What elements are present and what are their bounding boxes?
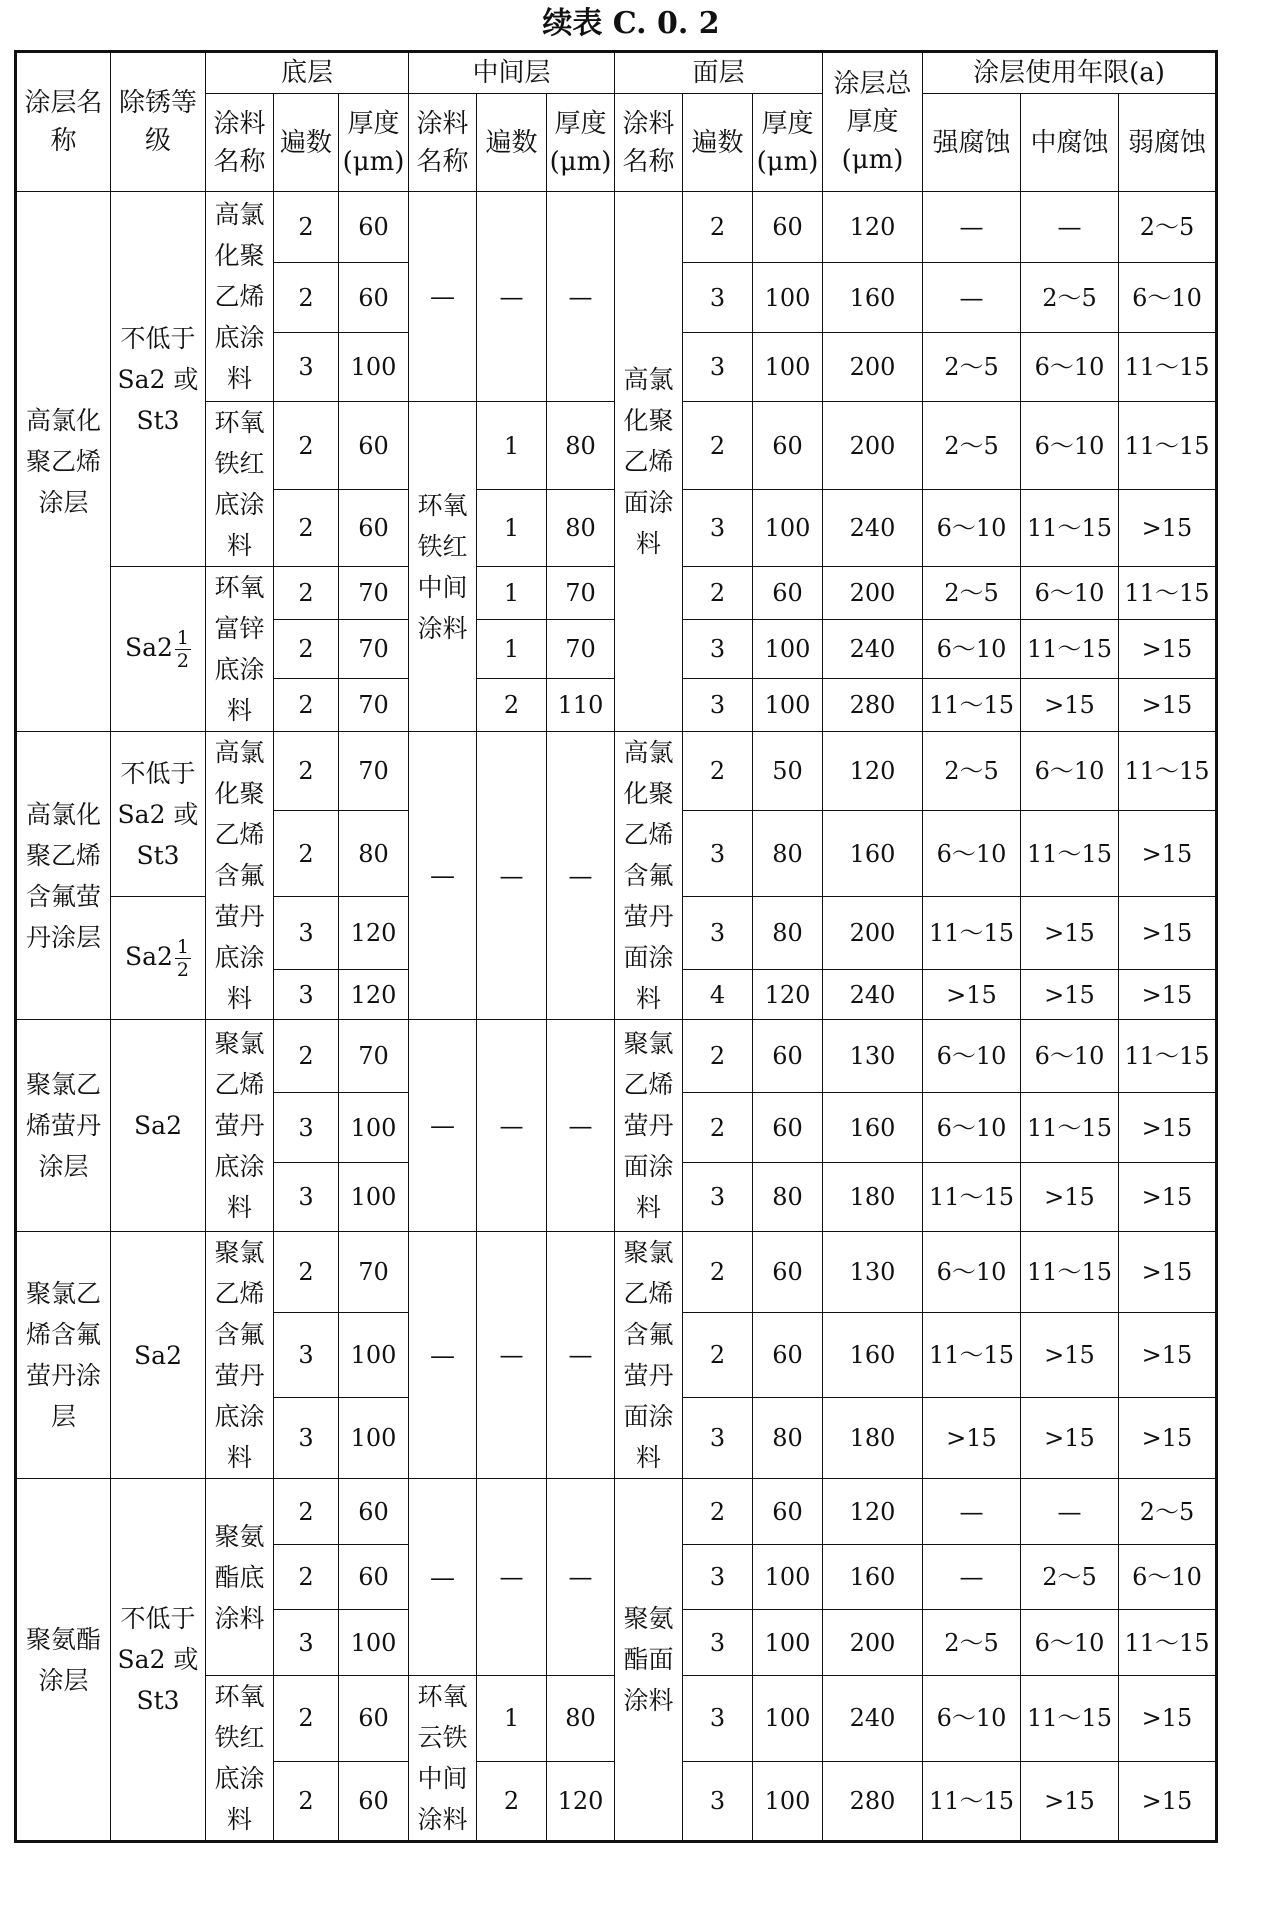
base-paint-name-cell: 聚氨酯底涂料 xyxy=(206,1479,274,1676)
top-coats-cell: 3 xyxy=(683,811,753,897)
weak-corrosion-life-cell: 2～5 xyxy=(1119,1479,1217,1545)
weak-corrosion-life-cell: 11～15 xyxy=(1119,1020,1217,1093)
weak-corrosion-life-cell: 11～15 xyxy=(1119,333,1217,402)
medium-corrosion-life-cell: 6～10 xyxy=(1021,333,1119,402)
top-paint-name-cell: 聚氯乙烯萤丹面涂料 xyxy=(615,1020,683,1232)
total-thickness-cell: 120 xyxy=(823,1479,923,1545)
top-paint-name-cell: 高氯化聚乙烯面涂料 xyxy=(615,192,683,732)
middle-thickness-cell: — xyxy=(547,1232,615,1479)
medium-corrosion-life-cell: >15 xyxy=(1021,970,1119,1020)
top-thickness-cell: 80 xyxy=(753,897,823,970)
middle-thickness-cell: — xyxy=(547,192,615,402)
weak-corrosion-life-cell: >15 xyxy=(1119,970,1217,1020)
base-paint-name-cell: 环氧铁红底涂料 xyxy=(206,402,274,567)
total-thickness-cell: 120 xyxy=(823,192,923,263)
top-coats-cell: 3 xyxy=(683,490,753,567)
medium-corrosion-life-cell: >15 xyxy=(1021,1163,1119,1232)
medium-corrosion-life-cell: 6～10 xyxy=(1021,1610,1119,1676)
top-thickness-cell: 80 xyxy=(753,1163,823,1232)
top-coats-cell: 2 xyxy=(683,1093,753,1163)
medium-corrosion-life-cell: 11～15 xyxy=(1021,811,1119,897)
strong-corrosion-life-cell: 6～10 xyxy=(923,490,1021,567)
weak-corrosion-life-cell: >15 xyxy=(1119,1093,1217,1163)
middle-coats-cell: 1 xyxy=(477,490,547,567)
top-thickness-cell: 100 xyxy=(753,1761,823,1841)
header-base-paint-name: 涂料名称 xyxy=(206,94,274,192)
medium-corrosion-life-cell: >15 xyxy=(1021,897,1119,970)
middle-paint-name-cell: — xyxy=(409,1232,477,1479)
base-paint-name-cell: 高氯化聚乙烯含氟萤丹底涂料 xyxy=(206,732,274,1020)
strong-corrosion-life-cell: — xyxy=(923,1479,1021,1545)
total-thickness-cell: 200 xyxy=(823,1610,923,1676)
header-coating-name: 涂层名称 xyxy=(16,52,111,192)
middle-coats-cell: 2 xyxy=(477,1761,547,1841)
top-thickness-cell: 60 xyxy=(753,192,823,263)
strong-corrosion-life-cell: — xyxy=(923,263,1021,333)
total-thickness-cell: 240 xyxy=(823,1676,923,1762)
middle-coats-cell: — xyxy=(477,1232,547,1479)
base-coats-cell: 3 xyxy=(274,333,339,402)
header-top-coats: 遍数 xyxy=(683,94,753,192)
middle-paint-name-cell: — xyxy=(409,1479,477,1676)
weak-corrosion-life-cell: 11～15 xyxy=(1119,402,1217,490)
top-thickness-cell: 80 xyxy=(753,1398,823,1479)
header-top-thickness: 厚度(μm) xyxy=(753,94,823,192)
top-coats-cell: 2 xyxy=(683,1313,753,1398)
base-coats-cell: 2 xyxy=(274,732,339,811)
total-thickness-cell: 280 xyxy=(823,678,923,732)
middle-coats-cell: 1 xyxy=(477,620,547,678)
fraction-numerator: 1 xyxy=(176,626,190,649)
base-thickness-cell: 60 xyxy=(339,490,409,567)
top-coats-cell: 3 xyxy=(683,1163,753,1232)
weak-corrosion-life-cell: 11～15 xyxy=(1119,567,1217,620)
middle-thickness-cell: — xyxy=(547,1479,615,1676)
strong-corrosion-life-cell: — xyxy=(923,192,1021,263)
middle-coats-cell: — xyxy=(477,1479,547,1676)
base-coats-cell: 3 xyxy=(274,1163,339,1232)
rust-grade-cell xyxy=(111,897,206,1020)
header-weak-corrosion: 弱腐蚀 xyxy=(1119,94,1217,192)
total-thickness-cell: 180 xyxy=(823,1163,923,1232)
base-coats-cell: 2 xyxy=(274,1479,339,1545)
base-coats-cell: 3 xyxy=(274,1093,339,1163)
base-thickness-cell: 70 xyxy=(339,620,409,678)
base-coats-cell: 3 xyxy=(274,897,339,970)
table-row xyxy=(16,1020,1217,1093)
weak-corrosion-life-cell: >15 xyxy=(1119,1163,1217,1232)
weak-corrosion-life-cell: >15 xyxy=(1119,678,1217,732)
rust-grade-base: Sa2 xyxy=(124,632,173,662)
weak-corrosion-life-cell: 11～15 xyxy=(1119,1610,1217,1676)
weak-corrosion-life-cell: 2～5 xyxy=(1119,192,1217,263)
strong-corrosion-life-cell: 6～10 xyxy=(923,1232,1021,1313)
base-coats-cell: 2 xyxy=(274,402,339,490)
medium-corrosion-life-cell: >15 xyxy=(1021,1313,1119,1398)
top-coats-cell: 3 xyxy=(683,1761,753,1841)
middle-paint-name-cell: — xyxy=(409,732,477,1020)
top-thickness-cell: 50 xyxy=(753,732,823,811)
top-thickness-cell: 100 xyxy=(753,620,823,678)
base-coats-cell: 2 xyxy=(274,192,339,263)
coating-table-container xyxy=(14,50,1218,1843)
base-coats-cell: 2 xyxy=(274,1545,339,1610)
rust-grade-cell: Sa2 xyxy=(111,1232,206,1479)
top-paint-name-cell: 聚氨酯面涂料 xyxy=(615,1479,683,1842)
strong-corrosion-life-cell: 2～5 xyxy=(923,567,1021,620)
strong-corrosion-life-cell: 2～5 xyxy=(923,333,1021,402)
strong-corrosion-life-cell: 2～5 xyxy=(923,1610,1021,1676)
top-thickness-cell: 60 xyxy=(753,1020,823,1093)
base-thickness-cell: 60 xyxy=(339,1761,409,1841)
weak-corrosion-life-cell: >15 xyxy=(1119,811,1217,897)
medium-corrosion-life-cell: 11～15 xyxy=(1021,1093,1119,1163)
middle-paint-name-cell: — xyxy=(409,1020,477,1232)
header-mid-coats: 遍数 xyxy=(477,94,547,192)
header-base-coats: 遍数 xyxy=(274,94,339,192)
header-top-layer: 面层 xyxy=(615,52,823,94)
total-thickness-cell: 160 xyxy=(823,1313,923,1398)
strong-corrosion-life-cell: 11～15 xyxy=(923,1163,1021,1232)
strong-corrosion-life-cell: 6～10 xyxy=(923,811,1021,897)
top-coats-cell: 3 xyxy=(683,678,753,732)
strong-corrosion-life-cell: 2～5 xyxy=(923,732,1021,811)
medium-corrosion-life-cell: 11～15 xyxy=(1021,1232,1119,1313)
weak-corrosion-life-cell: >15 xyxy=(1119,490,1217,567)
middle-thickness-cell: — xyxy=(547,1020,615,1232)
top-coats-cell: 2 xyxy=(683,192,753,263)
middle-thickness-cell: 80 xyxy=(547,490,615,567)
base-thickness-cell: 70 xyxy=(339,1232,409,1313)
base-paint-name-cell: 环氧铁红底涂料 xyxy=(206,1676,274,1842)
medium-corrosion-life-cell: 6～10 xyxy=(1021,402,1119,490)
strong-corrosion-life-cell: 11～15 xyxy=(923,1761,1021,1841)
top-thickness-cell: 120 xyxy=(753,970,823,1020)
table-row xyxy=(16,1232,1217,1313)
rust-grade-cell: 不低于Sa2 或St3 xyxy=(111,732,206,897)
top-thickness-cell: 100 xyxy=(753,678,823,732)
base-thickness-cell: 100 xyxy=(339,1398,409,1479)
table-row xyxy=(16,1479,1217,1545)
coating-name-cell: 聚氨酯涂层 xyxy=(16,1479,111,1842)
coating-name-cell: 聚氯乙烯萤丹涂层 xyxy=(16,1020,111,1232)
weak-corrosion-life-cell: >15 xyxy=(1119,897,1217,970)
top-thickness-cell: 60 xyxy=(753,402,823,490)
fraction-numerator: 1 xyxy=(176,935,190,958)
top-thickness-cell: 100 xyxy=(753,490,823,567)
medium-corrosion-life-cell: 6～10 xyxy=(1021,1020,1119,1093)
base-thickness-cell: 70 xyxy=(339,732,409,811)
base-coats-cell: 2 xyxy=(274,811,339,897)
middle-coats-cell: — xyxy=(477,732,547,1020)
strong-corrosion-life-cell: 6～10 xyxy=(923,620,1021,678)
base-thickness-cell: 60 xyxy=(339,192,409,263)
middle-coats-cell: 1 xyxy=(477,1676,547,1762)
total-thickness-cell: 200 xyxy=(823,567,923,620)
table-title: 续表 C. 0. 2 xyxy=(542,6,720,41)
total-thickness-cell: 120 xyxy=(823,732,923,811)
total-thickness-cell: 200 xyxy=(823,897,923,970)
weak-corrosion-life-cell: 6～10 xyxy=(1119,263,1217,333)
top-coats-cell: 3 xyxy=(683,1676,753,1762)
top-coats-cell: 4 xyxy=(683,970,753,1020)
top-coats-cell: 2 xyxy=(683,1020,753,1093)
weak-corrosion-life-cell: >15 xyxy=(1119,1761,1217,1841)
strong-corrosion-life-cell: 11～15 xyxy=(923,1313,1021,1398)
top-thickness-cell: 100 xyxy=(753,1610,823,1676)
weak-corrosion-life-cell: >15 xyxy=(1119,1398,1217,1479)
header-top-paint-name: 涂料名称 xyxy=(615,94,683,192)
base-paint-name-cell: 聚氯乙烯萤丹底涂料 xyxy=(206,1020,274,1232)
one-half-fraction xyxy=(175,627,191,672)
base-thickness-cell: 100 xyxy=(339,1610,409,1676)
fraction-denominator: 2 xyxy=(176,958,190,981)
total-thickness-cell: 160 xyxy=(823,1093,923,1163)
medium-corrosion-life-cell: 11～15 xyxy=(1021,620,1119,678)
weak-corrosion-life-cell: >15 xyxy=(1119,620,1217,678)
header-total-thickness: 涂层总厚度(μm) xyxy=(823,52,923,192)
header-base-layer: 底层 xyxy=(206,52,409,94)
weak-corrosion-life-cell: >15 xyxy=(1119,1676,1217,1762)
base-thickness-cell: 100 xyxy=(339,1163,409,1232)
base-thickness-cell: 70 xyxy=(339,678,409,732)
top-thickness-cell: 60 xyxy=(753,1093,823,1163)
top-thickness-cell: 100 xyxy=(753,1676,823,1762)
base-thickness-cell: 100 xyxy=(339,1093,409,1163)
total-thickness-cell: 160 xyxy=(823,263,923,333)
header-medium-corrosion: 中腐蚀 xyxy=(1021,94,1119,192)
medium-corrosion-life-cell: 2～5 xyxy=(1021,1545,1119,1610)
total-thickness-cell: 240 xyxy=(823,490,923,567)
base-coats-cell: 2 xyxy=(274,620,339,678)
base-thickness-cell: 120 xyxy=(339,897,409,970)
middle-thickness-cell: 110 xyxy=(547,678,615,732)
medium-corrosion-life-cell: 2～5 xyxy=(1021,263,1119,333)
middle-thickness-cell: 70 xyxy=(547,567,615,620)
medium-corrosion-life-cell: 11～15 xyxy=(1021,490,1119,567)
base-thickness-cell: 70 xyxy=(339,1020,409,1093)
medium-corrosion-life-cell: 6～10 xyxy=(1021,732,1119,811)
strong-corrosion-life-cell: 6～10 xyxy=(923,1093,1021,1163)
medium-corrosion-life-cell: >15 xyxy=(1021,1398,1119,1479)
rust-grade-cell: 不低于Sa2 或St3 xyxy=(111,1479,206,1842)
top-coats-cell: 2 xyxy=(683,732,753,811)
base-coats-cell: 2 xyxy=(274,1232,339,1313)
table-row xyxy=(16,192,1217,263)
base-thickness-cell: 80 xyxy=(339,811,409,897)
medium-corrosion-life-cell: 6～10 xyxy=(1021,567,1119,620)
base-coats-cell: 2 xyxy=(274,1676,339,1762)
base-paint-name-cell: 高氯化聚乙烯底涂料 xyxy=(206,192,274,402)
middle-paint-name-cell: 环氧铁红中间涂料 xyxy=(409,402,477,732)
table-body xyxy=(16,192,1217,1842)
medium-corrosion-life-cell: 11～15 xyxy=(1021,1676,1119,1762)
one-half-fraction xyxy=(175,936,191,981)
medium-corrosion-life-cell: >15 xyxy=(1021,1761,1119,1841)
strong-corrosion-life-cell: >15 xyxy=(923,1398,1021,1479)
coating-name-cell: 高氯化聚乙烯涂层 xyxy=(16,192,111,732)
top-thickness-cell: 100 xyxy=(753,1545,823,1610)
total-thickness-cell: 200 xyxy=(823,402,923,490)
top-thickness-cell: 100 xyxy=(753,333,823,402)
rust-grade-cell: 不低于Sa2 或St3 xyxy=(111,192,206,567)
strong-corrosion-life-cell: 6～10 xyxy=(923,1676,1021,1762)
weak-corrosion-life-cell: 6～10 xyxy=(1119,1545,1217,1610)
top-thickness-cell: 100 xyxy=(753,263,823,333)
base-thickness-cell: 60 xyxy=(339,1545,409,1610)
top-coats-cell: 3 xyxy=(683,263,753,333)
base-paint-name-cell: 环氧富锌底涂料 xyxy=(206,567,274,732)
middle-coats-cell: 1 xyxy=(477,402,547,490)
strong-corrosion-life-cell: 6～10 xyxy=(923,1020,1021,1093)
base-thickness-cell: 100 xyxy=(339,1313,409,1398)
base-coats-cell: 2 xyxy=(274,263,339,333)
base-thickness-cell: 60 xyxy=(339,1479,409,1545)
strong-corrosion-life-cell: 11～15 xyxy=(923,678,1021,732)
top-coats-cell: 2 xyxy=(683,567,753,620)
top-coats-cell: 3 xyxy=(683,333,753,402)
top-thickness-cell: 60 xyxy=(753,567,823,620)
header-middle-layer: 中间层 xyxy=(409,52,615,94)
middle-thickness-cell: 80 xyxy=(547,1676,615,1762)
middle-thickness-cell: 80 xyxy=(547,402,615,490)
base-coats-cell: 2 xyxy=(274,567,339,620)
total-thickness-cell: 130 xyxy=(823,1020,923,1093)
total-thickness-cell: 130 xyxy=(823,1232,923,1313)
base-coats-cell: 3 xyxy=(274,1610,339,1676)
middle-thickness-cell: — xyxy=(547,732,615,1020)
weak-corrosion-life-cell: >15 xyxy=(1119,1232,1217,1313)
base-thickness-cell: 60 xyxy=(339,402,409,490)
header-rust-grade: 除锈等级 xyxy=(111,52,206,192)
medium-corrosion-life-cell: — xyxy=(1021,192,1119,263)
middle-paint-name-cell: — xyxy=(409,192,477,402)
total-thickness-cell: 160 xyxy=(823,1545,923,1610)
strong-corrosion-life-cell: 2～5 xyxy=(923,402,1021,490)
base-coats-cell: 3 xyxy=(274,970,339,1020)
base-paint-name-cell: 聚氯乙烯含氟萤丹底涂料 xyxy=(206,1232,274,1479)
top-thickness-cell: 80 xyxy=(753,811,823,897)
header-mid-thickness: 厚度(μm) xyxy=(547,94,615,192)
strong-corrosion-life-cell: >15 xyxy=(923,970,1021,1020)
top-coats-cell: 2 xyxy=(683,1232,753,1313)
middle-coats-cell: 1 xyxy=(477,567,547,620)
top-coats-cell: 3 xyxy=(683,897,753,970)
strong-corrosion-life-cell: 11～15 xyxy=(923,897,1021,970)
total-thickness-cell: 180 xyxy=(823,1398,923,1479)
rust-grade-cell: Sa2 xyxy=(111,1020,206,1232)
table-row xyxy=(16,732,1217,811)
base-coats-cell: 3 xyxy=(274,1313,339,1398)
middle-coats-cell: 2 xyxy=(477,678,547,732)
base-coats-cell: 3 xyxy=(274,1398,339,1479)
middle-paint-name-cell: 环氧云铁中间涂料 xyxy=(409,1676,477,1842)
rust-grade-cell xyxy=(111,567,206,732)
header-base-thickness: 厚度(μm) xyxy=(339,94,409,192)
header-mid-paint-name: 涂料名称 xyxy=(409,94,477,192)
medium-corrosion-life-cell: >15 xyxy=(1021,678,1119,732)
base-thickness-cell: 70 xyxy=(339,567,409,620)
coating-name-cell: 高氯化聚乙烯含氟萤丹涂层 xyxy=(16,732,111,1020)
header-strong-corrosion: 强腐蚀 xyxy=(923,94,1021,192)
top-coats-cell: 2 xyxy=(683,1479,753,1545)
base-thickness-cell: 120 xyxy=(339,970,409,1020)
middle-coats-cell: — xyxy=(477,192,547,402)
base-coats-cell: 2 xyxy=(274,490,339,567)
total-thickness-cell: 240 xyxy=(823,970,923,1020)
top-paint-name-cell: 聚氯乙烯含氟萤丹面涂料 xyxy=(615,1232,683,1479)
top-thickness-cell: 60 xyxy=(753,1479,823,1545)
middle-thickness-cell: 70 xyxy=(547,620,615,678)
top-thickness-cell: 60 xyxy=(753,1232,823,1313)
medium-corrosion-life-cell: — xyxy=(1021,1479,1119,1545)
middle-coats-cell: — xyxy=(477,1020,547,1232)
top-coats-cell: 3 xyxy=(683,620,753,678)
base-thickness-cell: 60 xyxy=(339,263,409,333)
base-coats-cell: 2 xyxy=(274,678,339,732)
base-thickness-cell: 60 xyxy=(339,1676,409,1762)
top-paint-name-cell: 高氯化聚乙烯含氟萤丹面涂料 xyxy=(615,732,683,1020)
coating-name-cell: 聚氯乙烯含氟萤丹涂层 xyxy=(16,1232,111,1479)
base-thickness-cell: 100 xyxy=(339,333,409,402)
top-thickness-cell: 60 xyxy=(753,1313,823,1398)
base-coats-cell: 2 xyxy=(274,1020,339,1093)
total-thickness-cell: 240 xyxy=(823,620,923,678)
weak-corrosion-life-cell: >15 xyxy=(1119,1313,1217,1398)
header-service-life: 涂层使用年限(a) xyxy=(923,52,1217,94)
top-coats-cell: 3 xyxy=(683,1545,753,1610)
total-thickness-cell: 160 xyxy=(823,811,923,897)
coating-table xyxy=(14,50,1218,1843)
top-coats-cell: 3 xyxy=(683,1398,753,1479)
rust-grade-base: Sa2 xyxy=(124,941,173,971)
middle-thickness-cell: 120 xyxy=(547,1761,615,1841)
base-coats-cell: 2 xyxy=(274,1761,339,1841)
top-coats-cell: 2 xyxy=(683,402,753,490)
weak-corrosion-life-cell: 11～15 xyxy=(1119,732,1217,811)
total-thickness-cell: 280 xyxy=(823,1761,923,1841)
total-thickness-cell: 200 xyxy=(823,333,923,402)
fraction-denominator: 2 xyxy=(176,649,190,672)
top-coats-cell: 3 xyxy=(683,1610,753,1676)
strong-corrosion-life-cell: — xyxy=(923,1545,1021,1610)
